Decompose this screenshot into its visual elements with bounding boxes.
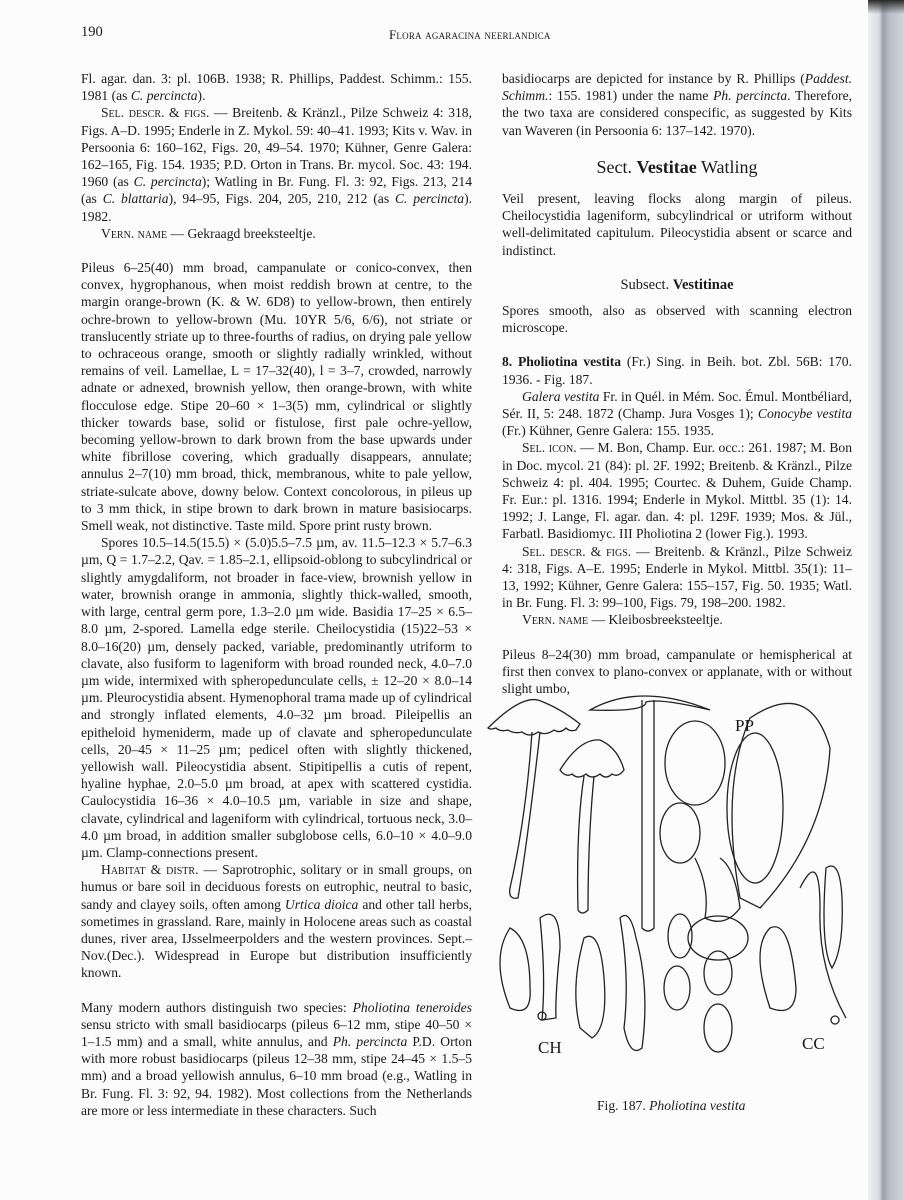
subsection-heading: Subsect. Vestitinae [620,276,734,293]
page-gutter-shadow [868,0,904,1200]
left-column [81,70,472,1119]
figure-label-pp: PP [735,716,754,735]
selected-descriptions: Sel. descr. & figs. — Breitenb. & Kränzl., Pilze Schweiz 4: 318, Figs. A–D. 1995; Enderle in Z. Mykol. 59: 40–41. 1993; Kits v. Wav. in Persoonia 6: 160–162, Figs. 20, 49–54. 1970; Kühner, Genre Galera: 162–165, Fig. 154. 1935; P.D. Orton in Trans. Br. mycol. Soc. 43: 194. 1960 (as C. percincta); Watling in Br. Fung. Fl. 3: 92, Figs. 213, 214 (as C. blattaria), 94–95, Figs. 204, 205, 210, 212 (as C. percincta). 1982. [81,105,472,224]
synonyms: Galera vestita Fr. in Quél. in Mém. Soc. Émul. Montbéliard, Sér. II, 5: 248. 1872 (Champ. Jura Vosges 1); Conocybe vestita (Fr.) Kühner, Genre Galera: 155. 1935. [502,388,852,439]
figure-187-illustration [480,688,852,1088]
figure-caption: Fig. 187. Pholiotina vestita [597,1098,746,1113]
taxonomic-note: Many modern authors distinguish two species: Pholiotina teneroides sensu stricto with small basidiocarps (pileus 6–12 mm, stipe 40–50 × 1–1.5 mm) and a small, white annulus, and Ph. percincta P.D. Orton with more robust basidiocarps (pileus 12–38 mm, stipe 24–45 × 1.5–5 mm) and a broad yellowish annulus, 6–10 mm broad (e.g., Watling in Br. Fung. Fl. 3: 92, 94. 1982). Most collections from the Netherlands are more or less intermediate in these characters. Such [81,999,472,1118]
pileus-description: Pileus 6–25(40) mm broad, campanulate or conico-convex, then convex, hygrophanous, when moist reddish brown at centre, to the margin orange-brown (K. & W. 6D8) to yellow-brown, then entirely ochre-brown to yellow-brown (Mu. 10YR 5/6, 6/6), not striate or translucently striate up to three-fourths of radius, on drying pale yellow to ochraceous orange, smooth or slightly radially wrinkled, without remains of veil. Lamellae, L = 17–32(40), l = 3–7, crowded, narrowly adnate or adnexed, brownish yellow, then orange-brown, with white flocculose edge. Stipe 20–60 × 1–3(5) mm, cylindrical or slightly thicker towards base, solid or fistulose, first pale ochre-yellow, becoming yellow-brown to dark brown from the base upwards under white fibrillose covering, which gradually disappears, annulate; annulus 2–7(10) mm broad, thick, membranous, white to pale yellow, striate-sulcate above, downy below. Context concolorous, in pileus up to 3 mm thick, in stipe brown to dark brown in mature basisiocarps. Smell weak, not distinctive. Taste mild. Spore print rusty brown. [81,260,472,534]
selected-descriptions: Sel. descr. & figs. — Breitenb. & Kränzl., Pilze Schweiz 4: 318, Figs. A–E. 1995; Enderle in Mykol. Mittbl. 35(1): 11–13, 1992; Kühner, Genre Galera: 155–157, Fig. 50. 1935; Watl. in Br. Fung. Fl. 3: 99–100, Figs. 79, 198–200. 1982. [502,543,852,611]
page-number: 190 [81,24,103,40]
page-gutter-top-shadow [868,0,904,14]
selected-icons: Sel. icon. — M. Bon, Champ. Eur. occ.: 261. 1987; M. Bon in Doc. mycol. 21 (84): pl. 2F. 1992; Breitenb. & Kränzl., Pilze Schweiz 4: pl. 404. 1995; Courtec. & Duhem, Guide Champ. Fr. Eur.: pl. 1316. 1994; Enderle in Mykol. Mittbl. 35 (1): 14. 1992; J. Lange, Fl. agar. dan. 4: pl. 129F. 1939; Mos. & Jül., Farbatl. Basidiomyc. III Pholiotina 2 (lower Fig.). 1993. [502,440,852,542]
section-heading: Sect. Vestitae Watling [596,156,758,177]
subsection-description: Spores smooth, also as observed with scanning electron microscope. [502,303,852,336]
figure-label-cc: CC [802,1034,825,1053]
note-continuation: basidiocarps are depicted for instance by R. Phillips (Paddest. Schimm.: 155. 1981) under the name Ph. percincta. Therefore, the two taxa are considered conspecific, as suggested by Kits van Waveren (in Persoonia 6: 137–142. 1970). [502,71,852,138]
vernacular-name: Vern. name — Kleibosbreeksteeltje. [522,612,723,628]
vernacular-name: Vern. name — Gekraagd breeksteeltje. [101,225,316,241]
mushroom-drawing [480,688,852,1088]
right-column [502,70,852,697]
figure-label-ch: CH [538,1038,562,1057]
running-title: Flora agaracina neerlandica [389,27,551,42]
reference-continuation: Fl. agar. dan. 3: pl. 106B. 1938; R. Phillips, Paddest. Schimm.: 155. 1981 (as C. percincta). [81,71,472,104]
pileus-description: Pileus 8–24(30) mm broad, campanulate or hemispherical at first then convex to plano-convex or applanate, with or without slight umbo, [502,646,852,697]
habitat-distribution: Habitat & distr. — Saprotrophic, solitary or in small groups, on humus or bare soil in deciduous forests on eutrophic, neutral to basic, sandy and clayey soils, often among Urtica dioica and other tall herbs, sometimes in grassland. Rare, mainly in Holocene areas such as coastal dunes, river area, IJsselmeerpolders and the western provinces. Sept.–Nov.(Dec.). Widespread in Europe but distribution insufficiently known. [81,862,473,981]
species-heading: 8. Pholiotina vestita (Fr.) Sing. in Beih. bot. Zbl. 56B: 170. 1936. - Fig. 187. [502,354,852,387]
section-description: Veil present, leaving flocks along margin of pileus. Cheilocystidia lageniform, subcylindrical or utriform without well-delimitated capitulum. Pileocystidia absent or scarce and indistinct. [502,191,852,258]
spores-description: Spores 10.5–14.5(15.5) × (5.0)5.5–7.5 µm, av. 11.5–12.3 × 5.7–6.3 µm, Q = 1.7–2.2, Qav. = 1.85–2.1, ellipsoid-oblong to subcylindrical or slightly amygdaliform, not broader in face-view, brownish yellow in water, brownish orange in ammonia, slightly thick-walled, smooth, with large, central germ pore, 1.3–2.0 µm wide. Basidia 17–25 × 6.5–8.0 µm, 2-spored. Lamella edge sterile. Cheilocystidia (15)22–53 × 8.0–16(20) µm, densely packed, variable, predominantly utriform to clavate, also fusiform to lageniform with broad rounded neck, 4.0–7.0 µm wide, intermixed with spheropedunculate cells, ± 12–20 × 8.0–14 µm. Pleurocystidia absent. Hymenophoral trama made up of cylindrical and strongly inflated elements, 4.0–32 µm broad. Pileipellis an epitheloid hymeniderm, made up of clavate and spheropedunculate cells, 20–45 × 11–25 µm; pedicel often with slightly thickened, yellowish wall. Pileocystidia absent. Stipitipellis a cutis of repent, hyaline hyphae, 2.0–5.0 µm broad, at apex with scattered cystidia. Caulocystidia 16–36 × 4.0–10.5 µm, variable in size and shape, clavate, cylindrical and lageniform with cylindrical, tortuous neck, 3.0–4.0 µm broad, in addition smaller subglobose cells, 6.0–10 × 4.0–9.0 µm. Clamp-connections present. [81,535,472,860]
